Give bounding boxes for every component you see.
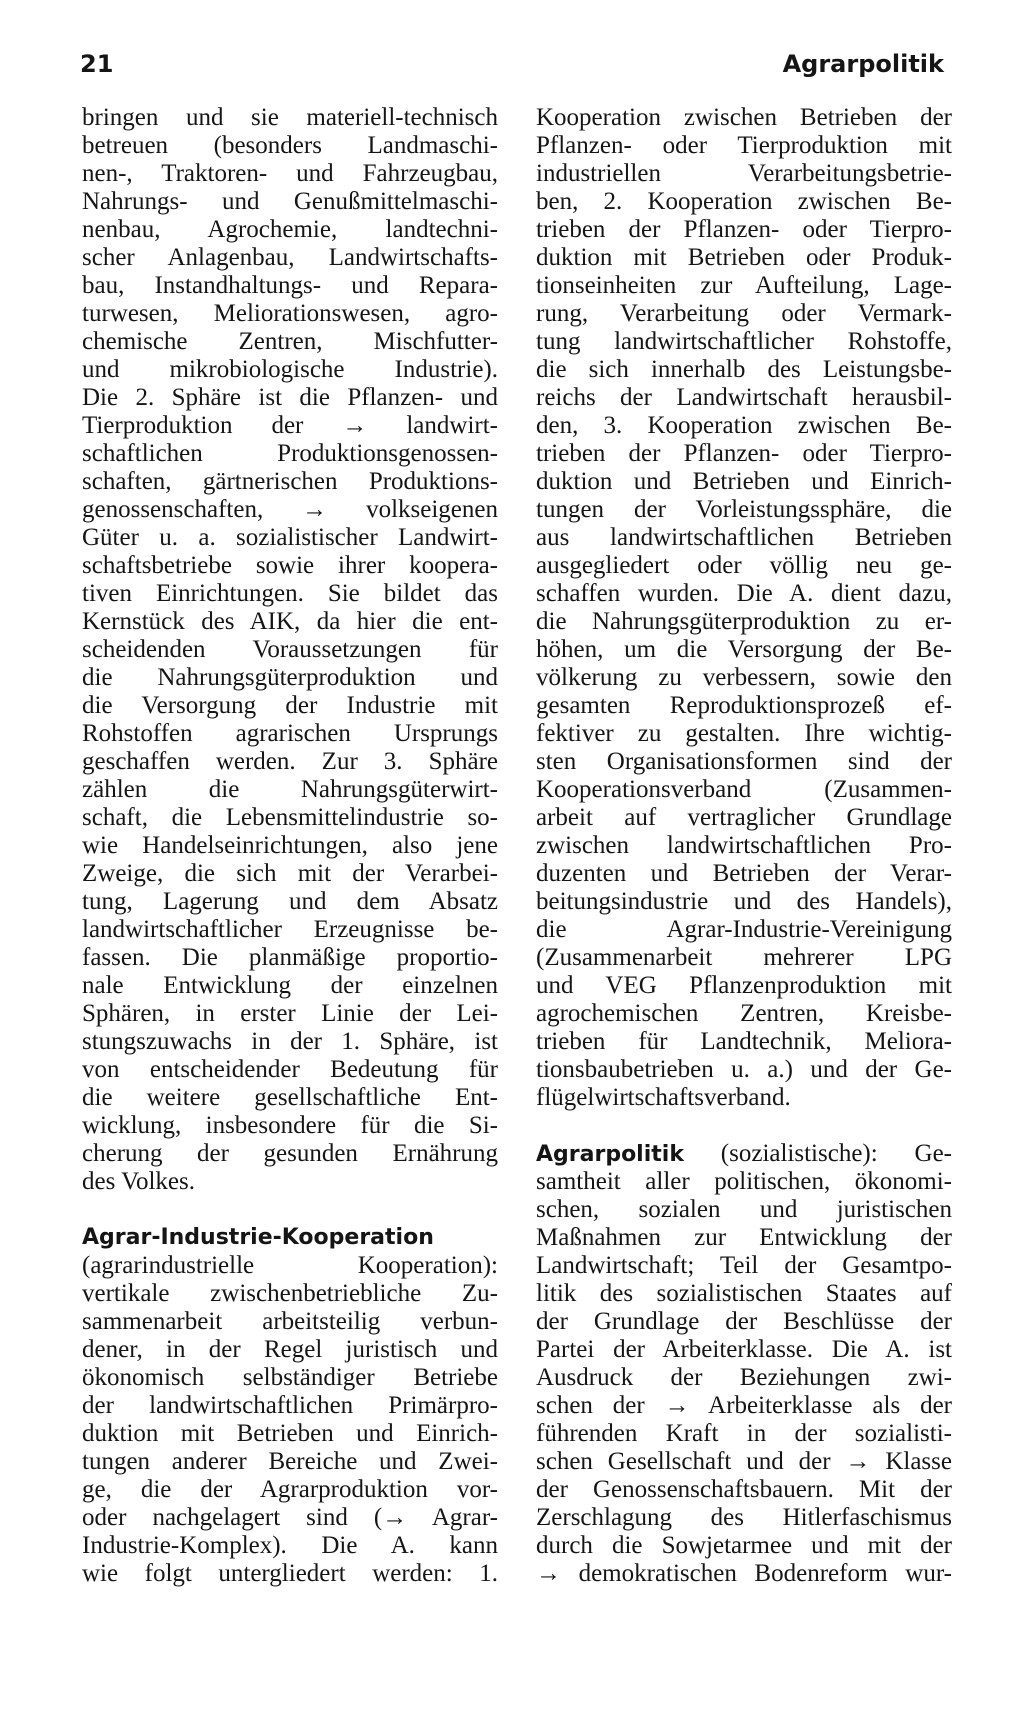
entry-agrar-industrie-kooperation [82, 1224, 498, 1588]
text-line: nen-, Traktoren- und Fahrzeugbau, [82, 160, 498, 187]
text-line: Zweige, die sich mit der Verarbei- [82, 860, 498, 887]
text-line: der Genossenschaftsbauern. Mit der [536, 1476, 952, 1503]
page-number: 21 [80, 50, 114, 78]
text-line: und mikrobiologische Industrie). [82, 356, 498, 383]
text-line: ge, die der Agrarproduktion vor- [82, 1476, 498, 1503]
text-line: den, 3. Kooperation zwischen Be- [536, 412, 952, 439]
text-line: samtheit aller politischen, ökonomi- [536, 1168, 952, 1195]
text-line: völkerung zu verbessern, sowie den [536, 664, 952, 691]
entry-body [536, 1168, 952, 1588]
text-line: tionsbaubetrieben u. a.) und der Ge- [536, 1056, 952, 1083]
text-line: ben, 2. Kooperation zwischen Be- [536, 188, 952, 215]
text-line: Tierproduktion der → landwirt- [82, 412, 498, 439]
text-line: scher Anlagenbau, Landwirtschafts- [82, 244, 498, 271]
page-header [80, 50, 944, 90]
text-line: gesamten Reproduktionsprozeß ef- [536, 692, 952, 719]
text-line: schaften, gärtnerischen Produktions- [82, 468, 498, 495]
text-line: Landwirtschaft; Teil der Gesamtpo- [536, 1252, 952, 1279]
text-line: cherung der gesunden Ernährung [82, 1140, 498, 1167]
text-line: nenbau, Agrochemie, landtechni- [82, 216, 498, 243]
text-line: schaftlichen Produktionsgenossen- [82, 440, 498, 467]
text-line: die weitere gesellschaftliche Ent- [82, 1084, 498, 1111]
text-line: Kooperationsverband (Zusammen- [536, 776, 952, 803]
text-line: trieben der Pflanzen- oder Tierpro- [536, 440, 952, 467]
text-line: die Agrar-Industrie-Vereinigung [536, 916, 952, 943]
text-line: Nahrungs- und Genußmittelmaschi- [82, 188, 498, 215]
right-column [536, 104, 952, 1588]
text-line: die sich innerhalb des Leistungsbe- [536, 356, 952, 383]
text-line: sammenarbeit arbeitsteilig verbun- [82, 1308, 498, 1335]
text-line: sten Organisationsformen sind der [536, 748, 952, 775]
text-line: Ausdruck der Beziehungen zwi- [536, 1364, 952, 1391]
entry-first-line-rest: (sozialistische): Ge- [683, 1140, 952, 1167]
text-line: bringen und sie materiell-technisch [82, 104, 498, 131]
text-line: schen Gesellschaft und der → Klasse [536, 1448, 952, 1475]
text-line: von entscheidender Bedeutung für [82, 1056, 498, 1083]
text-line: betreuen (besonders Landmaschi- [82, 132, 498, 159]
text-line: tionseinheiten zur Aufteilung, Lage- [536, 272, 952, 299]
text-line: Rohstoffen agrarischen Ursprungs [82, 720, 498, 747]
running-head: Agrarpolitik [782, 50, 944, 78]
text-line: ökonomisch selbständiger Betriebe [82, 1364, 498, 1391]
entry-agrarpolitik [536, 1140, 952, 1588]
text-line: schaft, die Lebensmittelindustrie so- [82, 804, 498, 831]
text-line: fektiver zu gestalten. Ihre wichtig- [536, 720, 952, 747]
text-line: des Volkes. [82, 1168, 195, 1195]
entry-headword: Agrarpolitik [536, 1142, 684, 1167]
text-line: Die 2. Sphäre ist die Pflanzen- und [82, 384, 498, 411]
text-line: reichs der Landwirtschaft herausbil- [536, 384, 952, 411]
text-line: aus landwirtschaftlichen Betrieben [536, 524, 952, 551]
text-line: durch die Sowjetarmee und mit der [536, 1532, 952, 1559]
text-line: litik des sozialistischen Staates auf [536, 1280, 952, 1307]
text-line: rung, Verarbeitung oder Vermark- [536, 300, 952, 327]
text-line: bau, Instandhaltungs- und Repara- [82, 272, 498, 299]
text-line: (agrarindustrielle Kooperation): [82, 1252, 498, 1279]
text-line: scheidenden Voraussetzungen für [82, 636, 498, 663]
text-line: höhen, um die Versorgung der Be- [536, 636, 952, 663]
right-continued-text [536, 104, 952, 1112]
left-column [82, 104, 498, 1588]
text-line: industriellen Verarbeitungsbetrie- [536, 160, 952, 187]
text-line: schen der → Arbeiterklasse als der [536, 1392, 952, 1419]
text-line: trieben für Landtechnik, Meliora- [536, 1028, 952, 1055]
text-line: Kernstück des AIK, da hier die ent- [82, 608, 498, 635]
text-line: Kooperation zwischen Betrieben der [536, 104, 952, 131]
text-line: tungen der Vorleistungssphäre, die [536, 496, 952, 523]
text-line: der landwirtschaftlichen Primärpro- [82, 1392, 498, 1419]
text-line: Zerschlagung des Hitlerfaschismus [536, 1504, 952, 1531]
text-line: tung, Lagerung und dem Absatz [82, 888, 498, 915]
text-line: duktion mit Betrieben und Einrich- [82, 1420, 498, 1447]
text-line: → demokratischen Bodenreform wur- [536, 1560, 952, 1587]
text-line: flügelwirtschaftsverband. [536, 1084, 791, 1111]
entry-headword: Agrar-Industrie-Kooperation [82, 1225, 434, 1250]
text-line: Partei der Arbeiterklasse. Die A. ist [536, 1336, 952, 1363]
text-line: Güter u. a. sozialistischer Landwirt- [82, 524, 498, 551]
text-line: schaffen wurden. Die A. dient dazu, [536, 580, 952, 607]
text-line: die Versorgung der Industrie mit [82, 692, 498, 719]
text-line: agrochemischen Zentren, Kreisbe- [536, 1000, 952, 1027]
text-line: turwesen, Meliorationswesen, agro- [82, 300, 498, 327]
text-line: stungszuwachs in der 1. Sphäre, ist [82, 1028, 498, 1055]
text-line: Maßnahmen zur Entwicklung der [536, 1224, 952, 1251]
text-line: trieben der Pflanzen- oder Tierpro- [536, 216, 952, 243]
text-line: tungen anderer Bereiche und Zwei- [82, 1448, 498, 1475]
text-line: fassen. Die planmäßige proportio- [82, 944, 498, 971]
text-line: ausgegliedert oder völlig neu ge- [536, 552, 952, 579]
entry-body [82, 1252, 498, 1588]
text-line: der Grundlage der Beschlüsse der [536, 1308, 952, 1335]
text-line: oder nachgelagert sind (→ Agrar- [82, 1504, 498, 1531]
text-line: duktion und Betrieben und Einrich- [536, 468, 952, 495]
text-line: zählen die Nahrungsgüterwirt- [82, 776, 498, 803]
text-line: wie folgt untergliedert werden: 1. [82, 1560, 498, 1587]
text-line: duktion mit Betrieben oder Produk- [536, 244, 952, 271]
text-line: zwischen landwirtschaftlichen Pro- [536, 832, 952, 859]
text-line: schaftsbetriebe sowie ihrer koopera- [82, 552, 498, 579]
text-line: genossenschaften, → volkseigenen [82, 496, 498, 523]
text-line: tung landwirtschaftlicher Rohstoffe, [536, 328, 952, 355]
text-line: (Zusammenarbeit mehrerer LPG [536, 944, 952, 971]
text-line: arbeit auf vertraglicher Grundlage [536, 804, 952, 831]
text-line: nale Entwicklung der einzelnen [82, 972, 498, 999]
text-line: chemische Zentren, Mischfutter- [82, 328, 498, 355]
text-line: führenden Kraft in der sozialisti- [536, 1420, 952, 1447]
left-continued-text [82, 104, 498, 1196]
text-line: schen, sozialen und juristischen [536, 1196, 952, 1223]
text-line: und VEG Pflanzenproduktion mit [536, 972, 952, 999]
text-line: geschaffen werden. Zur 3. Sphäre [82, 748, 498, 775]
text-line: die Nahrungsgüterproduktion und [82, 664, 498, 691]
text-line: dener, in der Regel juristisch und [82, 1336, 498, 1363]
text-line: Pflanzen- oder Tierproduktion mit [536, 132, 952, 159]
text-line: landwirtschaftlicher Erzeugnisse be- [82, 916, 498, 943]
text-line: Industrie-Komplex). Die A. kann [82, 1532, 498, 1559]
text-line: wie Handelseinrichtungen, also jene [82, 832, 498, 859]
text-line: beitungsindustrie und des Handels), [536, 888, 952, 915]
text-line: wicklung, insbesondere für die Si- [82, 1112, 498, 1139]
text-line: Sphären, in erster Linie der Lei- [82, 1000, 498, 1027]
text-line: die Nahrungsgüterproduktion zu er- [536, 608, 952, 635]
text-line: duzenten und Betrieben der Verar- [536, 860, 952, 887]
text-line: vertikale zwischenbetriebliche Zu- [82, 1280, 498, 1307]
text-line: tiven Einrichtungen. Sie bildet das [82, 580, 498, 607]
entry-first-line [536, 1140, 952, 1168]
